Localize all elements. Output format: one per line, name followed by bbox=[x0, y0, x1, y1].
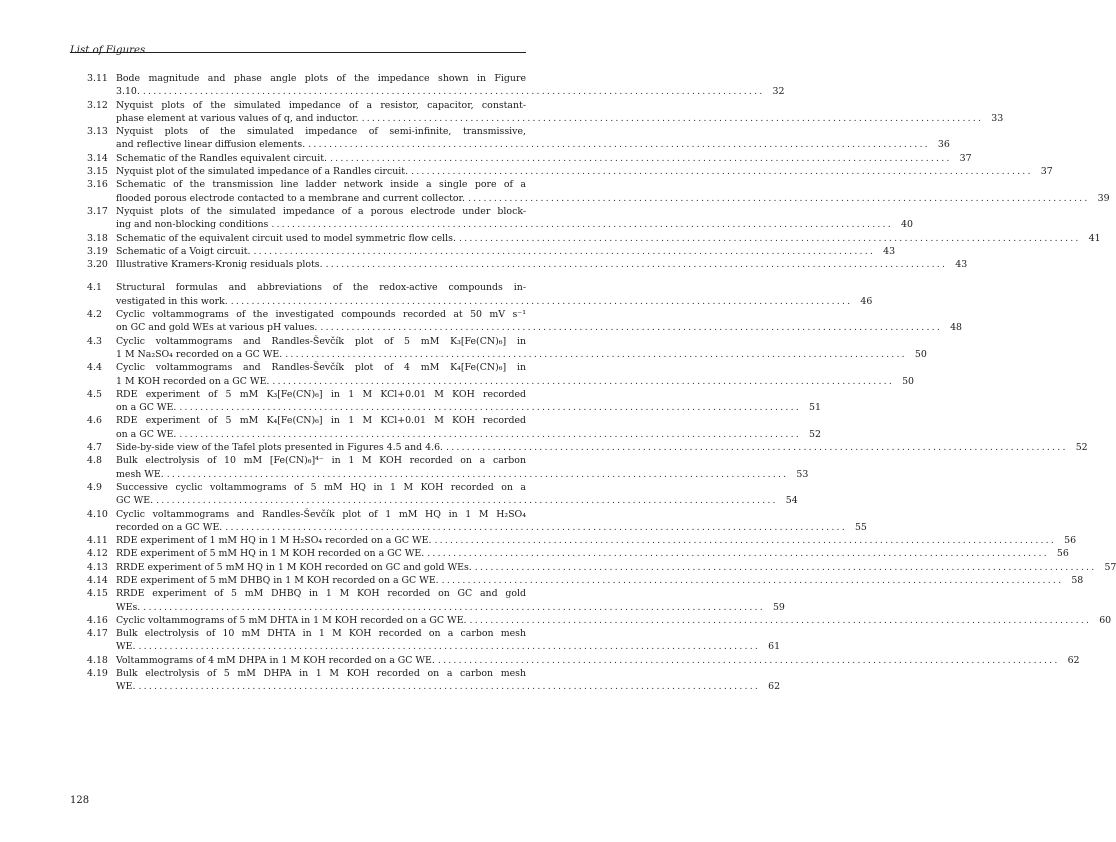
page-ref[interactable]: 56 bbox=[1056, 548, 1069, 560]
caption-line: on a GC WE. bbox=[116, 402, 177, 414]
figure-number: 4.4 bbox=[87, 362, 102, 374]
figure-number: 4.7 bbox=[87, 442, 102, 454]
caption-line: Bulk electrolysis of 10 mM [Fe(CN)₆]⁴⁻ in 1 M KOH recorded on a carbon bbox=[116, 455, 526, 467]
figure-caption bbox=[116, 441, 1088, 454]
figure-number: 3.15 bbox=[87, 166, 108, 178]
page-ref[interactable]: 58 bbox=[1071, 574, 1084, 586]
toc-entry[interactable] bbox=[87, 534, 1077, 547]
figure-number: 4.18 bbox=[87, 654, 108, 666]
caption-line: WEs. bbox=[116, 601, 141, 613]
figure-caption bbox=[116, 454, 809, 481]
caption-line: Schematic of the equivalent circuit used to model symmetric flow cells. bbox=[116, 232, 456, 244]
toc-entry[interactable] bbox=[87, 627, 781, 654]
dot-leader: ........................................................................................................................ bbox=[308, 139, 930, 151]
toc-entry[interactable] bbox=[87, 414, 821, 441]
figure-number: 3.19 bbox=[87, 245, 108, 257]
figure-caption bbox=[116, 245, 896, 258]
page-ref[interactable]: 36 bbox=[937, 139, 950, 151]
caption-line: 1 M Na₂SO₄ recorded on a GC WE. bbox=[116, 348, 283, 360]
caption-line: vestigated in this work. bbox=[116, 295, 228, 307]
caption-line: Nyquist plot of the simulated impedance of a Randles circuit. bbox=[116, 166, 409, 178]
page-ref[interactable]: 37 bbox=[1040, 166, 1053, 178]
caption-line: Successive cyclic voltammograms of 5 mM HQ in 1 M KOH recorded on a bbox=[116, 481, 526, 493]
caption-line: Voltammograms of 4 mM DHPA in 1 M KOH recorded on a GC WE. bbox=[116, 654, 435, 666]
page-ref[interactable]: 40 bbox=[900, 219, 913, 231]
caption-line: on GC and gold WEs at various pH values. bbox=[116, 322, 318, 334]
caption-line: Nyquist plots of the simulated impedance of a porous electrode under block- bbox=[116, 205, 526, 217]
dot-leader: ........................................................................................................................ bbox=[156, 495, 778, 507]
figure-number: 4.9 bbox=[87, 481, 102, 493]
figure-caption bbox=[116, 508, 867, 535]
page-ref[interactable]: 62 bbox=[1067, 654, 1080, 666]
page-ref[interactable]: 52 bbox=[1075, 442, 1088, 454]
figure-caption bbox=[116, 205, 913, 232]
figure-number: 3.13 bbox=[87, 126, 108, 138]
toc-entry[interactable] bbox=[87, 441, 1088, 454]
caption-line: recorded on a GC WE. bbox=[116, 521, 223, 533]
figure-caption bbox=[116, 72, 785, 99]
page-ref[interactable]: 43 bbox=[883, 245, 896, 257]
dot-leader: ........................................................................................................................ bbox=[467, 192, 1090, 204]
dot-leader: ........................................................................................................................ bbox=[166, 468, 789, 480]
dot-leader: ........................................................................................................................ bbox=[272, 375, 894, 387]
dot-leader: ........................................................................................................................ bbox=[253, 245, 876, 257]
toc-entry[interactable] bbox=[87, 614, 1112, 627]
page-ref[interactable]: 33 bbox=[991, 112, 1004, 124]
dot-leader: ........................................................................................................................ bbox=[427, 548, 1049, 560]
figure-caption bbox=[116, 667, 781, 694]
figure-caption bbox=[116, 258, 968, 271]
figure-number: 4.10 bbox=[87, 508, 108, 520]
dot-leader: ........................................................................................................................ bbox=[434, 535, 1057, 547]
caption-line: 1 M KOH recorded on a GC WE. bbox=[116, 375, 270, 387]
figure-caption bbox=[116, 232, 1101, 245]
caption-line: Cyclic voltammograms and Randles-Ševčík plot of 4 mM K₄[Fe(CN)₆] in bbox=[116, 362, 526, 374]
toc-entry[interactable] bbox=[87, 481, 798, 508]
figure-caption bbox=[116, 654, 1080, 667]
figure-number: 4.17 bbox=[87, 628, 108, 640]
page-number: 128 bbox=[70, 795, 90, 806]
caption-line: phase element at various values of q, and inductor. bbox=[116, 112, 359, 124]
figure-caption bbox=[116, 335, 927, 362]
caption-line: Cyclic voltammograms and Randles-Ševčík plot of 5 mM K₃[Fe(CN)₆] in bbox=[116, 335, 526, 347]
toc-entry[interactable] bbox=[87, 245, 896, 258]
toc-entry[interactable] bbox=[87, 281, 873, 308]
dot-leader: ........................................................................................................................ bbox=[329, 152, 952, 164]
figure-caption bbox=[116, 587, 785, 614]
toc-entry[interactable] bbox=[87, 654, 1080, 667]
figure-caption bbox=[116, 152, 972, 165]
figure-caption bbox=[116, 99, 1004, 126]
figure-caption bbox=[116, 178, 1110, 205]
toc-entry[interactable] bbox=[87, 178, 1110, 205]
page-ref[interactable]: 52 bbox=[809, 428, 821, 440]
toc-entry[interactable] bbox=[87, 667, 781, 694]
dot-leader: ........................................................................................................................ bbox=[469, 614, 1092, 626]
section-gap bbox=[87, 271, 526, 281]
caption-line: Nyquist plots of the simulated impedance of a resistor, capacitor, constant- bbox=[116, 99, 526, 111]
toc-entry[interactable] bbox=[87, 547, 1069, 560]
figure-number: 3.17 bbox=[87, 205, 108, 217]
page-ref[interactable]: 61 bbox=[768, 641, 781, 653]
dot-leader: ........................................................................................................................ bbox=[320, 322, 943, 334]
figure-caption bbox=[116, 281, 873, 308]
toc-entry[interactable] bbox=[87, 258, 968, 271]
caption-line: mesh WE. bbox=[116, 468, 164, 480]
caption-line: Nyquist plots of the simulated impedance of semi-infinite, transmissive, bbox=[116, 126, 526, 138]
page-ref[interactable]: 50 bbox=[914, 348, 927, 360]
figure-caption bbox=[116, 574, 1084, 587]
dot-leader: ........................................................................................................................ bbox=[271, 219, 893, 231]
toc-entry[interactable] bbox=[87, 388, 821, 415]
figure-number: 4.16 bbox=[87, 614, 108, 626]
figure-number: 4.2 bbox=[87, 309, 102, 321]
toc-entry[interactable] bbox=[87, 99, 1004, 126]
toc-entry[interactable] bbox=[87, 165, 1053, 178]
caption-line: flooded porous electrode contacted to a membrane and current collector. bbox=[116, 192, 465, 204]
dot-leader: ........................................................................................................................ bbox=[361, 112, 984, 124]
toc-entry[interactable] bbox=[87, 587, 785, 614]
dot-leader: ........................................................................................................................ bbox=[446, 442, 1068, 454]
figure-caption bbox=[116, 481, 798, 508]
caption-line: ing and non-blocking conditions bbox=[116, 219, 269, 231]
caption-line: on a GC WE. bbox=[116, 428, 177, 440]
dot-leader: ........................................................................................................................ bbox=[458, 232, 1081, 244]
toc-entry[interactable] bbox=[87, 152, 972, 165]
caption-line: Bulk electrolysis of 10 mM DHTA in 1 M KOH recorded on a carbon mesh bbox=[116, 628, 526, 640]
dot-leader: ........................................................................................................................ bbox=[474, 561, 1097, 573]
figure-number: 4.19 bbox=[87, 668, 108, 680]
page-ref[interactable]: 37 bbox=[959, 152, 972, 164]
page-ref[interactable]: 56 bbox=[1064, 535, 1077, 547]
toc-entry[interactable] bbox=[87, 72, 785, 99]
figure-number: 3.18 bbox=[87, 232, 108, 244]
page-ref[interactable]: 41 bbox=[1088, 232, 1101, 244]
figure-number: 4.5 bbox=[87, 388, 102, 400]
page-ref[interactable]: 46 bbox=[860, 295, 873, 307]
figure-number: 4.1 bbox=[87, 282, 102, 294]
caption-line: Illustrative Kramers-Kronig residuals plots. bbox=[116, 259, 323, 271]
page-ref[interactable]: 51 bbox=[809, 402, 821, 414]
figure-number: 3.16 bbox=[87, 179, 108, 191]
caption-line: Bulk electrolysis of 5 mM DHPA in 1 M KOH recorded on a carbon mesh bbox=[116, 668, 526, 680]
page-ref[interactable]: 32 bbox=[772, 86, 785, 98]
figure-caption bbox=[116, 627, 781, 654]
caption-line: WE. bbox=[116, 641, 136, 653]
page-ref[interactable]: 43 bbox=[955, 259, 968, 271]
dot-leader: ........................................................................................................................ bbox=[325, 259, 948, 271]
page-ref[interactable]: 53 bbox=[796, 468, 809, 480]
figure-caption bbox=[116, 561, 1116, 574]
dot-leader: ........................................................................................................................ bbox=[285, 348, 907, 360]
dot-leader: ........................................................................................................................ bbox=[441, 574, 1064, 586]
figure-number: 4.14 bbox=[87, 574, 108, 586]
dot-leader: ........................................................................................................................ bbox=[411, 166, 1033, 178]
toc-entry[interactable] bbox=[87, 574, 1084, 587]
caption-line: RDE experiment of 5 mM K₃[Fe(CN)₆] in 1 M KCl+0.01 M KOH recorded bbox=[116, 388, 526, 400]
caption-line: Schematic of the Randles equivalent circuit. bbox=[116, 152, 327, 164]
page-ref[interactable]: 48 bbox=[950, 322, 963, 334]
figure-caption bbox=[116, 125, 950, 152]
toc-entry[interactable] bbox=[87, 125, 950, 152]
figure-number: 4.3 bbox=[87, 335, 102, 347]
figure-number: 4.6 bbox=[87, 415, 102, 427]
dot-leader: ........................................................................................................................ bbox=[143, 601, 765, 613]
figure-number: 3.12 bbox=[87, 99, 108, 111]
figure-caption bbox=[116, 308, 963, 335]
toc-entry[interactable] bbox=[87, 232, 1101, 245]
toc-entry[interactable] bbox=[87, 361, 914, 388]
running-header bbox=[70, 38, 526, 56]
figure-number: 4.12 bbox=[87, 548, 108, 560]
figure-number: 4.13 bbox=[87, 561, 108, 573]
figure-caption bbox=[116, 614, 1112, 627]
figure-number: 3.14 bbox=[87, 152, 108, 164]
caption-line: Schematic of the transmission line ladder network inside a single pore of a bbox=[116, 179, 526, 191]
caption-line: RDE experiment of 1 mM HQ in 1 M H₂SO₄ recorded on a GC WE. bbox=[116, 535, 432, 547]
caption-line: and reflective linear diffusion elements. bbox=[116, 139, 306, 151]
caption-line: RRDE experiment of 5 mM HQ in 1 M KOH recorded on GC and gold WEs. bbox=[116, 561, 472, 573]
toc-entry[interactable] bbox=[87, 508, 867, 535]
dot-leader: ........................................................................................................................ bbox=[138, 681, 761, 693]
header-title: List of Figures bbox=[70, 45, 146, 56]
page-ref[interactable]: 39 bbox=[1097, 192, 1110, 204]
figure-caption bbox=[116, 414, 821, 441]
page-ref[interactable]: 60 bbox=[1099, 614, 1112, 626]
dot-leader: ........................................................................................................................ bbox=[225, 521, 847, 533]
toc-entry[interactable] bbox=[87, 308, 963, 335]
page-ref[interactable]: 59 bbox=[772, 601, 785, 613]
dot-leader: ........................................................................................................................ bbox=[179, 402, 801, 414]
figure-number: 4.8 bbox=[87, 455, 102, 467]
caption-line: RDE experiment of 5 mM HQ in 1 M KOH recorded on a GC WE. bbox=[116, 548, 425, 560]
page-ref[interactable]: 57 bbox=[1104, 561, 1116, 573]
caption-line: Side-by-side view of the Tafel plots presented in Figures 4.5 and 4.6. bbox=[116, 442, 444, 454]
figure-caption bbox=[116, 388, 821, 415]
caption-line: Cyclic voltammograms of the investigated compounds recorded at 50 mV s⁻¹ bbox=[116, 309, 526, 321]
toc-entry[interactable] bbox=[87, 561, 1116, 574]
toc-entry[interactable] bbox=[87, 205, 913, 232]
page-ref[interactable]: 50 bbox=[902, 375, 914, 387]
dot-leader: ........................................................................................................................ bbox=[138, 641, 761, 653]
page-ref[interactable]: 54 bbox=[785, 495, 798, 507]
caption-line: GC WE. bbox=[116, 495, 154, 507]
dot-leader: ........................................................................................................................ bbox=[230, 295, 853, 307]
caption-line: Schematic of a Voigt circuit. bbox=[116, 245, 251, 257]
caption-line: Cyclic voltammograms and Randles-Ševčík plot of 1 mM HQ in 1 M H₂SO₄ bbox=[116, 508, 526, 520]
dot-leader: ........................................................................................................................ bbox=[437, 654, 1060, 666]
figure-caption bbox=[116, 547, 1069, 560]
page-ref[interactable]: 62 bbox=[768, 681, 781, 693]
figure-number: 3.20 bbox=[87, 259, 108, 271]
list-of-figures bbox=[87, 72, 1116, 694]
figure-number: 3.11 bbox=[87, 73, 108, 84]
dot-leader: ........................................................................................................................ bbox=[179, 428, 801, 440]
caption-line: WE. bbox=[116, 681, 136, 693]
toc-entry[interactable] bbox=[87, 454, 809, 481]
figure-caption bbox=[116, 534, 1077, 547]
caption-line: RDE experiment of 5 mM K₄[Fe(CN)₆] in 1 M KCl+0.01 M KOH recorded bbox=[116, 415, 526, 427]
caption-line: 3.10. bbox=[116, 86, 140, 98]
caption-line: RRDE experiment of 5 mM DHBQ in 1 M KOH recorded on GC and gold bbox=[116, 588, 526, 600]
caption-line: Bode magnitude and phase angle plots of the impedance shown in Figure bbox=[116, 73, 526, 84]
figure-caption bbox=[116, 165, 1053, 178]
dot-leader: ........................................................................................................................ bbox=[142, 86, 765, 98]
caption-line: Cyclic voltammograms of 5 mM DHTA in 1 M KOH recorded on a GC WE. bbox=[116, 614, 467, 626]
caption-line: RDE experiment of 5 mM DHBQ in 1 M KOH recorded on a GC WE. bbox=[116, 574, 439, 586]
figure-number: 4.11 bbox=[87, 535, 108, 547]
figure-number: 4.15 bbox=[87, 588, 108, 600]
toc-entry[interactable] bbox=[87, 335, 927, 362]
caption-line: Structural formulas and abbreviations of the redox-active compounds in- bbox=[116, 282, 526, 294]
figure-caption bbox=[116, 361, 914, 388]
page-ref[interactable]: 55 bbox=[854, 521, 867, 533]
